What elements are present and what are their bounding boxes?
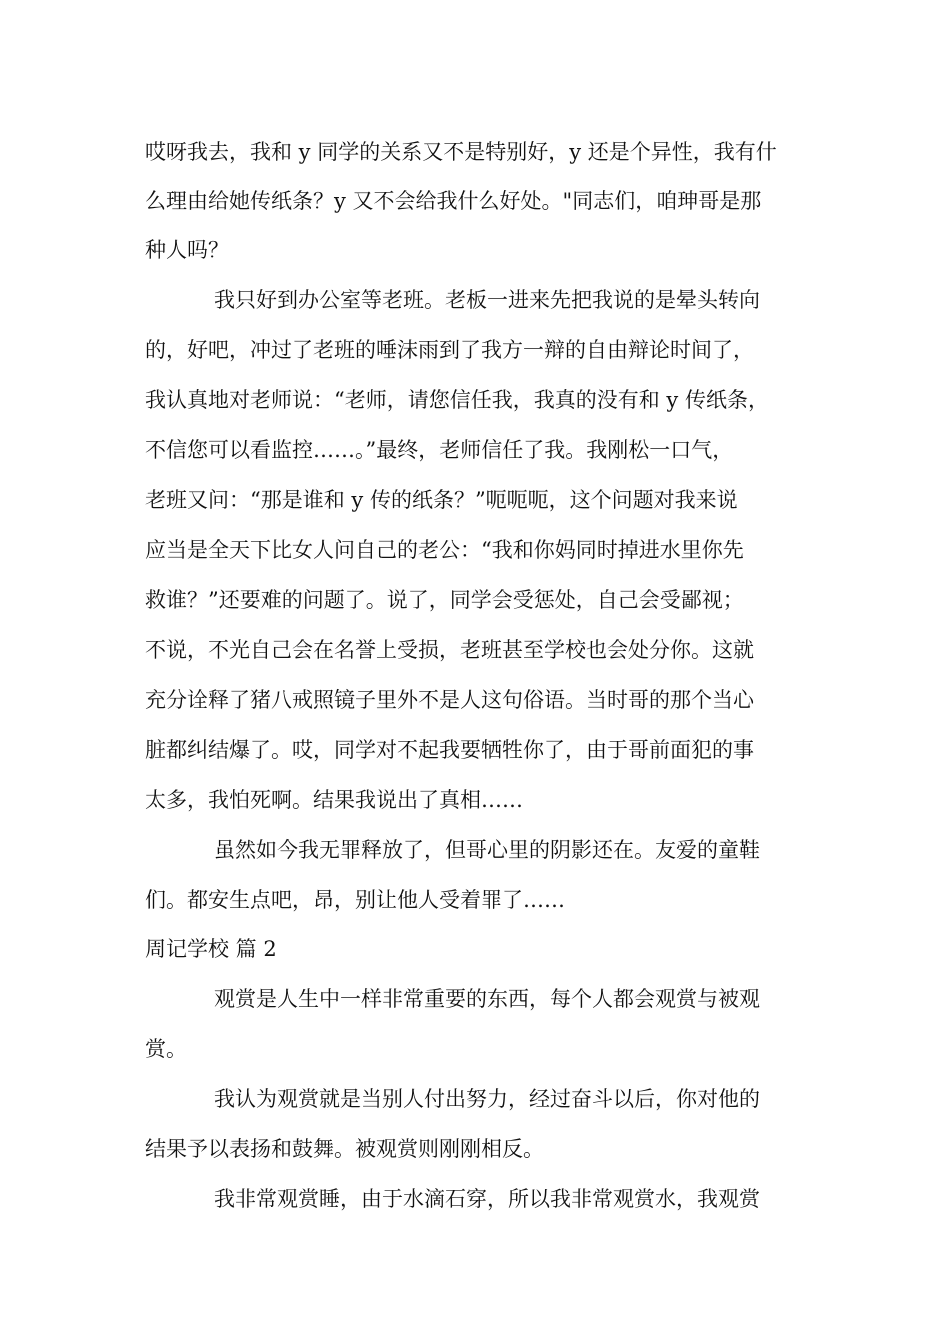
- paragraph-start-line: 我非常观赏睡，由于水滴石穿，所以我非常观赏水，我观赏: [214, 1187, 760, 1211]
- section-heading: 周记学校 篇 2: [145, 937, 277, 961]
- text-line: 不信您可以看监控……。”最终，老师信任了我。我刚松一口气，: [145, 438, 734, 462]
- text-line: 么理由给她传纸条？y 又不会给我什么好处。"同志们，咱珅哥是那: [145, 189, 762, 213]
- text-line: 应当是全天下比女人问自己的老公：“我和你妈同时掉进水里你先: [145, 538, 744, 562]
- text-line: 种人吗？: [145, 238, 229, 262]
- text-line: 救谁？”还要难的问题了。说了，同学会受惩处，自己会受鄙视；: [145, 588, 744, 612]
- text-line: 太多，我怕死啊。结果我说出了真相……: [145, 788, 523, 812]
- text-line: 老班又问：“那是谁和 y 传的纸条？”呃呃呃，这个问题对我来说: [145, 488, 738, 512]
- paragraph-start-line: 我认为观赏就是当别人付出努力，经过奋斗以后，你对他的: [214, 1087, 760, 1111]
- text-line: 充分诠释了猪八戒照镜子里外不是人这句俗语。当时哥的那个当心: [145, 688, 754, 712]
- paragraph-start-line: 虽然如今我无罪释放了，但哥心里的阴影还在。友爱的童鞋: [214, 838, 760, 862]
- text-line: 脏都纠结爆了。哎，同学对不起我要牺牲你了，由于哥前面犯的事: [145, 738, 754, 762]
- text-line: 们。都安生点吧，昂，别让他人受着罪了……: [145, 888, 565, 912]
- text-line: 不说，不光自己会在名誉上受损，老班甚至学校也会处分你。这就: [145, 638, 754, 662]
- text-line: 结果予以表扬和鼓舞。被观赏则刚刚相反。: [145, 1137, 544, 1161]
- text-line: 的，好吧，冲过了老班的唾沫雨到了我方一辩的自由辩论时间了，: [145, 338, 754, 362]
- paragraph-start-line: 观赏是人生中一样非常重要的东西，每个人都会观赏与被观: [214, 987, 760, 1011]
- text-line: 哎呀我去，我和 y 同学的关系又不是特别好，y 还是个异性，我有什: [145, 140, 777, 164]
- text-line: 我认真地对老师说：“老师，请您信任我，我真的没有和 y 传纸条，: [145, 388, 769, 412]
- text-line: 赏。: [145, 1037, 187, 1061]
- paragraph-start-line: 我只好到办公室等老班。老板一进来先把我说的是晕头转向: [214, 288, 760, 312]
